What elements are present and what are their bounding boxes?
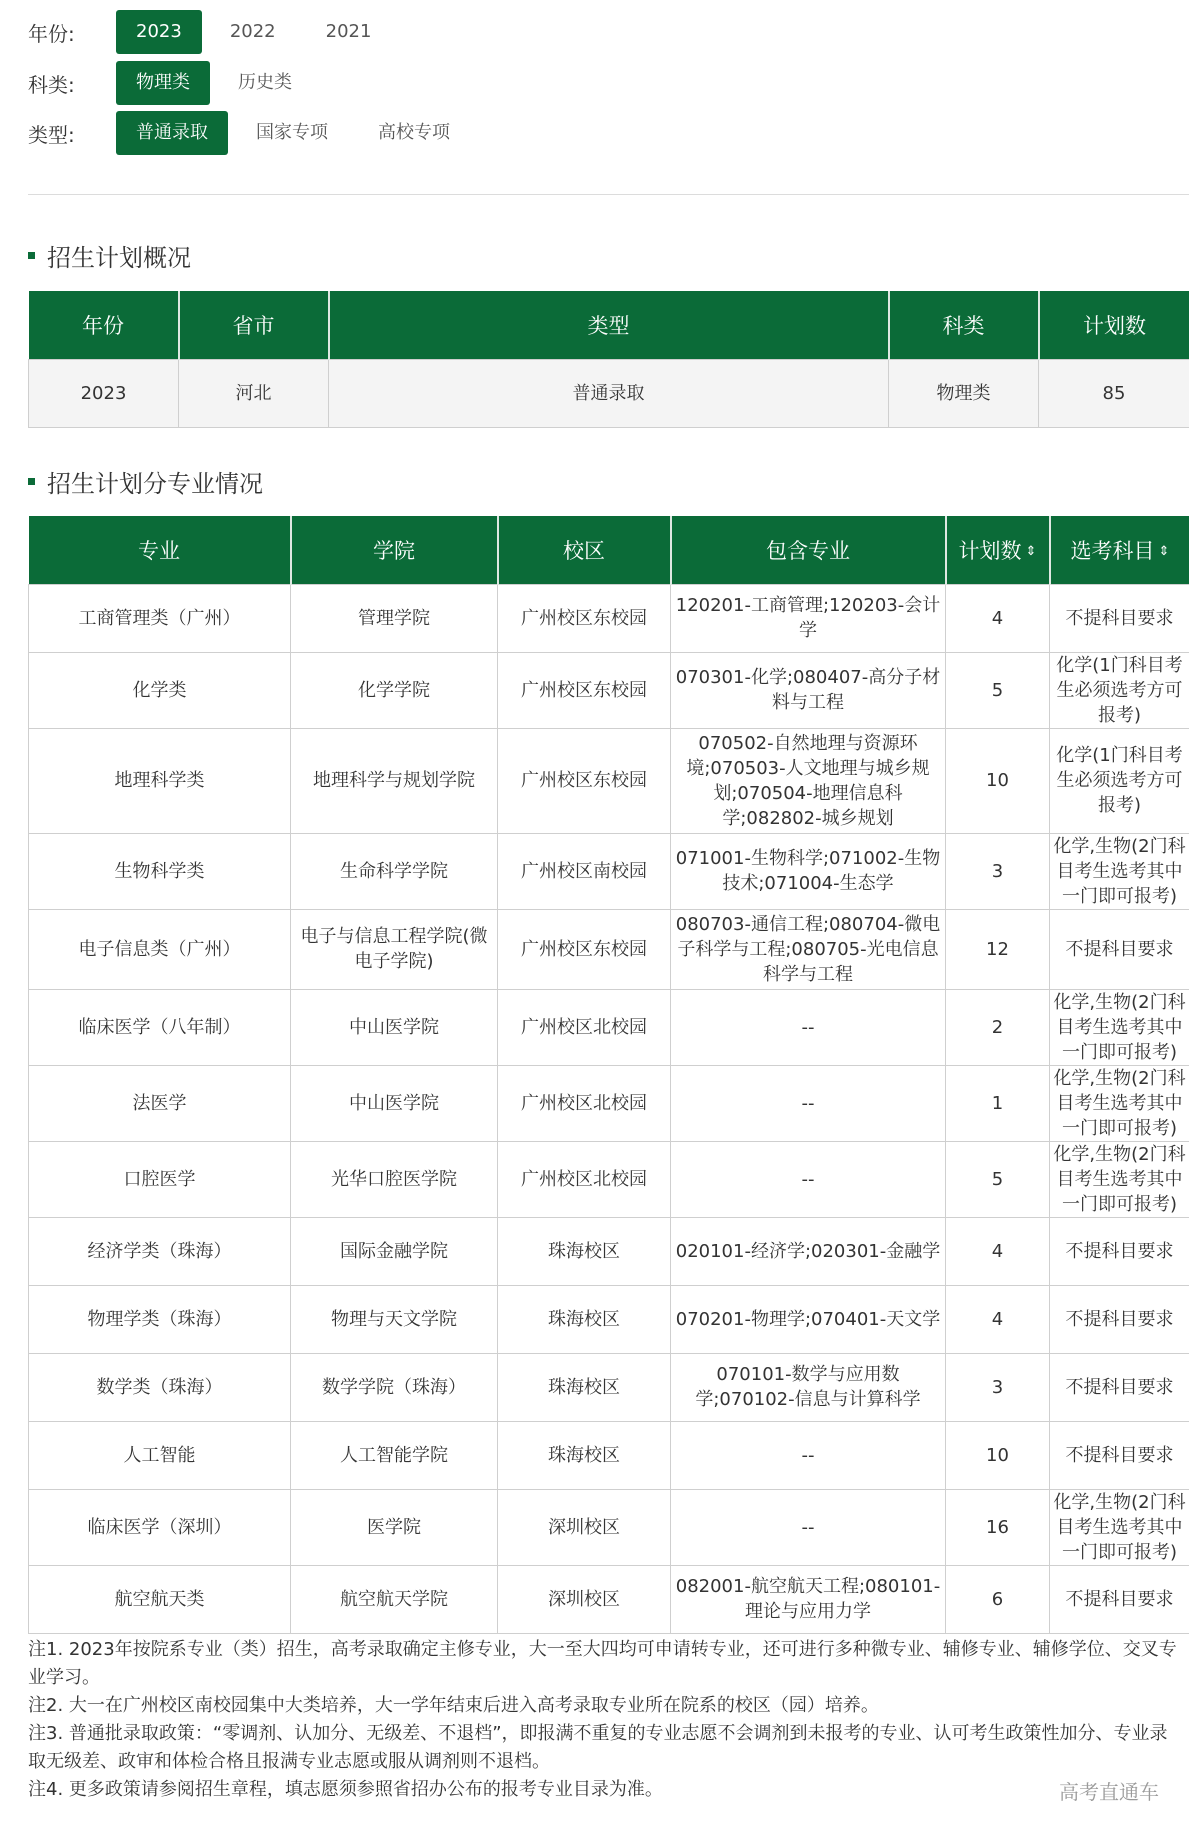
watermark: 高考直通车 xyxy=(1059,1780,1159,1804)
majors-cell-included: 020101-经济学;020301-金融学 xyxy=(671,1217,946,1285)
majors-cell-major: 地理科学类 xyxy=(29,728,291,833)
table-row xyxy=(29,1141,1189,1217)
overview-header-province: 省市 xyxy=(179,291,329,359)
majors-cell-campus: 广州校区东校园 xyxy=(498,909,671,989)
majors-cell-included: 080703-通信工程;080704-微电子科学与工程;080705-光电信息科学与工程 xyxy=(671,909,946,989)
table-row xyxy=(29,584,1189,652)
overview-header-type: 类型 xyxy=(329,291,889,359)
majors-cell-college: 中山医学院 xyxy=(291,1065,498,1141)
table-row xyxy=(29,833,1189,909)
majors-table-body xyxy=(29,584,1189,1633)
overview-row xyxy=(29,359,1189,427)
majors-cell-college: 国际金融学院 xyxy=(291,1217,498,1285)
type-option-university[interactable]: 高校专项 xyxy=(378,122,450,143)
majors-cell-plan: 4 xyxy=(946,1285,1050,1353)
majors-header-campus: 校区 xyxy=(498,516,671,584)
overview-header-subject: 科类 xyxy=(889,291,1039,359)
majors-cell-major: 人工智能 xyxy=(29,1421,291,1489)
majors-cell-college: 光华口腔医学院 xyxy=(291,1141,498,1217)
majors-cell-plan: 16 xyxy=(946,1489,1050,1565)
overview-header-plan: 计划数 xyxy=(1039,291,1189,359)
majors-cell-required: 不提科目要求 xyxy=(1050,1421,1189,1489)
majors-title: 招生计划分专业情况 xyxy=(47,470,263,498)
year-option-2023[interactable]: 2023 xyxy=(116,10,202,54)
filter-subject-label: 科类: xyxy=(28,72,75,97)
majors-cell-campus: 珠海校区 xyxy=(498,1285,671,1353)
majors-header-included: 包含专业 xyxy=(671,516,946,584)
majors-cell-included: 070301-化学;080407-高分子材料与工程 xyxy=(671,652,946,728)
type-option-national[interactable]: 国家专项 xyxy=(256,122,328,143)
overview-table xyxy=(28,291,1189,428)
filter-type-label: 类型: xyxy=(28,122,75,147)
majors-cell-included: 071001-生物科学;071002-生物技术;071004-生态学 xyxy=(671,833,946,909)
majors-cell-included: -- xyxy=(671,1489,946,1565)
notes xyxy=(28,1636,1178,1804)
majors-cell-campus: 广州校区东校园 xyxy=(498,584,671,652)
majors-cell-college: 医学院 xyxy=(291,1489,498,1565)
note-4: 注4. 更多政策请参阅招生章程，填志愿须参照省招办公布的报考专业目录为准。 xyxy=(28,1779,663,1800)
bullet-icon xyxy=(28,252,35,259)
overview-cell-plan: 85 xyxy=(1039,359,1189,427)
majors-cell-required: 不提科目要求 xyxy=(1050,1353,1189,1421)
majors-cell-college: 地理科学与规划学院 xyxy=(291,728,498,833)
majors-header-plan-label: 计划数 xyxy=(958,538,1022,563)
overview-title: 招生计划概况 xyxy=(47,244,191,272)
majors-cell-included: 120201-工商管理;120203-会计学 xyxy=(671,584,946,652)
majors-cell-included: -- xyxy=(671,989,946,1065)
majors-cell-plan: 2 xyxy=(946,989,1050,1065)
majors-cell-required: 不提科目要求 xyxy=(1050,1285,1189,1353)
table-row xyxy=(29,1565,1189,1633)
majors-header-college: 学院 xyxy=(291,516,498,584)
majors-cell-plan: 10 xyxy=(946,1421,1050,1489)
subject-option-physics[interactable]: 物理类 xyxy=(116,61,210,105)
table-row xyxy=(29,909,1189,989)
majors-cell-included: 082001-航空航天工程;080101-理论与应用力学 xyxy=(671,1565,946,1633)
majors-cell-campus: 广州校区北校园 xyxy=(498,1141,671,1217)
majors-cell-college: 管理学院 xyxy=(291,584,498,652)
majors-cell-major: 电子信息类（广州） xyxy=(29,909,291,989)
overview-section-title xyxy=(28,238,191,273)
majors-cell-college: 化学学院 xyxy=(291,652,498,728)
majors-header-major: 专业 xyxy=(29,516,291,584)
table-row xyxy=(29,1065,1189,1141)
divider xyxy=(28,194,1189,195)
majors-cell-major: 数学类（珠海） xyxy=(29,1353,291,1421)
majors-cell-included: -- xyxy=(671,1421,946,1489)
majors-header-required-label: 选考科目 xyxy=(1070,538,1155,563)
majors-cell-plan: 4 xyxy=(946,584,1050,652)
majors-cell-plan: 3 xyxy=(946,833,1050,909)
majors-cell-major: 口腔医学 xyxy=(29,1141,291,1217)
majors-cell-required: 化学,生物(2门科目考生选考其中一门即可报考) xyxy=(1050,1141,1189,1217)
table-row xyxy=(29,728,1189,833)
majors-cell-college: 中山医学院 xyxy=(291,989,498,1065)
type-option-regular[interactable]: 普通录取 xyxy=(116,111,228,155)
majors-cell-required: 不提科目要求 xyxy=(1050,1217,1189,1285)
majors-cell-campus: 广州校区东校园 xyxy=(498,728,671,833)
majors-cell-required: 化学(1门科目考生必须选考方可报考) xyxy=(1050,652,1189,728)
majors-header-plan[interactable] xyxy=(946,516,1050,584)
majors-cell-required: 化学(1门科目考生必须选考方可报考) xyxy=(1050,728,1189,833)
sort-icon[interactable]: ⇕ xyxy=(1025,544,1037,560)
majors-cell-college: 生命科学学院 xyxy=(291,833,498,909)
majors-table xyxy=(28,516,1189,1634)
majors-cell-required: 不提科目要求 xyxy=(1050,909,1189,989)
filter-year-label: 年份: xyxy=(28,21,75,46)
table-row xyxy=(29,1285,1189,1353)
filter-type xyxy=(28,111,478,155)
overview-cell-province: 河北 xyxy=(179,359,329,427)
majors-cell-included: -- xyxy=(671,1141,946,1217)
majors-cell-campus: 广州校区北校园 xyxy=(498,989,671,1065)
majors-cell-plan: 4 xyxy=(946,1217,1050,1285)
majors-cell-required: 化学,生物(2门科目考生选考其中一门即可报考) xyxy=(1050,989,1189,1065)
majors-cell-required: 不提科目要求 xyxy=(1050,584,1189,652)
bullet-icon xyxy=(28,478,35,485)
majors-cell-college: 人工智能学院 xyxy=(291,1421,498,1489)
majors-cell-major: 物理学类（珠海） xyxy=(29,1285,291,1353)
majors-cell-campus: 深圳校区 xyxy=(498,1565,671,1633)
majors-cell-campus: 广州校区北校园 xyxy=(498,1065,671,1141)
note-2: 注2. 大一在广州校区南校园集中大类培养，大一学年结束后进入高考录取专业所在院系的校区（园）培养。 xyxy=(28,1695,879,1716)
filter-subject xyxy=(28,61,320,105)
majors-cell-required: 化学,生物(2门科目考生选考其中一门即可报考) xyxy=(1050,1065,1189,1141)
majors-cell-college: 电子与信息工程学院(微电子学院) xyxy=(291,909,498,989)
overview-cell-type: 普通录取 xyxy=(329,359,889,427)
note-1: 注1. 2023年按院系专业（类）招生，高考录取确定主修专业，大一至大四均可申请转专业，还可进行多种微专业、辅修专业、辅修学位、交叉专业学习。 xyxy=(28,1639,1177,1688)
majors-cell-plan: 1 xyxy=(946,1065,1050,1141)
majors-cell-campus: 珠海校区 xyxy=(498,1421,671,1489)
table-row xyxy=(29,1353,1189,1421)
majors-cell-major: 临床医学（八年制） xyxy=(29,989,291,1065)
majors-cell-included: 070502-自然地理与资源环境;070503-人文地理与城乡规划;070504-地理信息科学;082802-城乡规划 xyxy=(671,728,946,833)
majors-cell-plan: 6 xyxy=(946,1565,1050,1633)
majors-cell-college: 数学学院（珠海） xyxy=(291,1353,498,1421)
majors-cell-college: 航空航天学院 xyxy=(291,1565,498,1633)
majors-cell-campus: 珠海校区 xyxy=(498,1353,671,1421)
majors-header-required[interactable] xyxy=(1050,516,1189,584)
majors-cell-campus: 广州校区东校园 xyxy=(498,652,671,728)
majors-cell-major: 化学类 xyxy=(29,652,291,728)
majors-cell-plan: 3 xyxy=(946,1353,1050,1421)
majors-cell-campus: 珠海校区 xyxy=(498,1217,671,1285)
majors-cell-plan: 5 xyxy=(946,1141,1050,1217)
majors-cell-plan: 10 xyxy=(946,728,1050,833)
overview-cell-year: 2023 xyxy=(29,359,179,427)
majors-cell-campus: 深圳校区 xyxy=(498,1489,671,1565)
majors-cell-required: 化学,生物(2门科目考生选考其中一门即可报考) xyxy=(1050,1489,1189,1565)
majors-cell-plan: 5 xyxy=(946,652,1050,728)
majors-cell-major: 经济学类（珠海） xyxy=(29,1217,291,1285)
sort-icon[interactable]: ⇕ xyxy=(1158,544,1170,560)
table-row xyxy=(29,989,1189,1065)
majors-cell-included: 070101-数学与应用数学;070102-信息与计算科学 xyxy=(671,1353,946,1421)
year-option-2021[interactable]: 2021 xyxy=(325,21,372,42)
overview-cell-subject: 物理类 xyxy=(889,359,1039,427)
filter-year xyxy=(28,10,399,54)
majors-cell-major: 临床医学（深圳） xyxy=(29,1489,291,1565)
majors-cell-campus: 广州校区南校园 xyxy=(498,833,671,909)
majors-cell-plan: 12 xyxy=(946,909,1050,989)
table-row xyxy=(29,652,1189,728)
majors-cell-required: 不提科目要求 xyxy=(1050,1565,1189,1633)
majors-cell-major: 航空航天类 xyxy=(29,1565,291,1633)
majors-cell-included: 070201-物理学;070401-天文学 xyxy=(671,1285,946,1353)
majors-section-title xyxy=(28,464,263,499)
majors-cell-included: -- xyxy=(671,1065,946,1141)
table-row xyxy=(29,1217,1189,1285)
note-3: 注3. 普通批录取政策：“零调剂、认加分、无级差、不退档”，即报满不重复的专业志愿不会调剂到未报考的专业、认可考生政策性加分、专业录取无级差、政审和体检合格且报满专业志愿或服从调剂则不退档。 xyxy=(28,1723,1168,1772)
majors-cell-major: 生物科学类 xyxy=(29,833,291,909)
table-row xyxy=(29,1421,1189,1489)
majors-cell-major: 法医学 xyxy=(29,1065,291,1141)
table-row xyxy=(29,1489,1189,1565)
majors-cell-required: 化学,生物(2门科目考生选考其中一门即可报考) xyxy=(1050,833,1189,909)
majors-cell-college: 物理与天文学院 xyxy=(291,1285,498,1353)
overview-header-year: 年份 xyxy=(29,291,179,359)
majors-cell-major: 工商管理类（广州） xyxy=(29,584,291,652)
subject-option-history[interactable]: 历史类 xyxy=(238,72,292,93)
year-option-2022[interactable]: 2022 xyxy=(229,21,276,42)
